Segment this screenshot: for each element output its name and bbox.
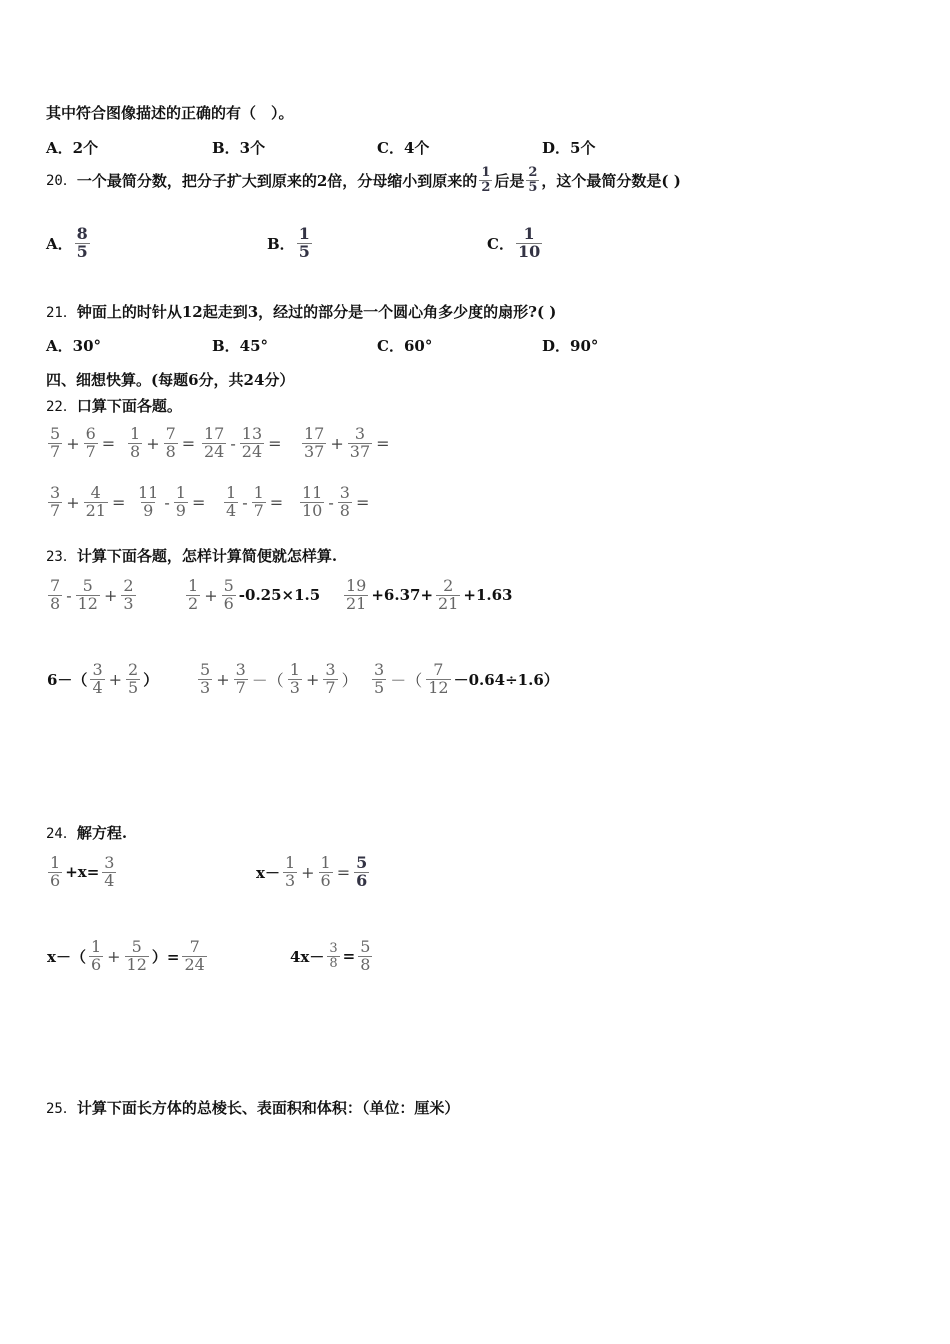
fraction: $\frac{6}{7}$ [85,424,96,461]
fraction: 11 10 [302,483,323,520]
fraction: $\frac{5}{12}$ [126,937,147,974]
fraction: 1 8 [130,424,141,461]
q24-equation-4: 4x－ $\frac{3}{8}$ = $\frac{5}{8}$ [290,937,371,974]
fraction: 1 4 [226,483,237,520]
fraction: 3 7 [50,483,61,520]
fraction: $\frac{7}{8}$ [165,424,176,461]
q21-stem: 21．钟面上的时针从12起走到3，经过的部分是一个圆心角多少度的扇形?( ) [46,303,557,321]
fraction: $\frac{2}{5}$ [128,660,139,697]
oral-problem: 1 8 + $\frac{7}{8}$ = [130,424,196,461]
q21-option-d: D．90° [542,337,599,355]
fraction: 2 5 [528,165,538,195]
fraction: $\frac{3}{37}$ [349,424,371,461]
fraction: $\frac{1}{7}$ [253,483,264,520]
q20-text-b: 后是 [494,171,525,190]
q21-option-a: A．30° [46,337,102,355]
fraction: $\frac{3}{7}$ [235,660,246,697]
question-intro: 其中符合图像描述的正确的有（ ）。 [46,104,294,122]
fraction: 11 9 [138,483,159,520]
fraction: 5 3 [200,660,211,697]
fraction: 5 12 [77,576,98,613]
q20-option-b: B． 1 5 [267,224,310,261]
q24-equation-1: 1 6 +x= $\frac{3}{4}$ [50,853,115,890]
question-number: 21． [46,305,77,321]
q23-expr-6: 3 5 －（ 7 12 －0.64÷1.6） [374,660,559,697]
fraction: 1 6 [90,937,102,974]
q24-stem: 24．解方程. [46,824,128,842]
question-number: 23． [46,549,77,565]
q19-option-c: C．4个 [377,139,430,157]
q21-option-b: B．45° [212,337,269,355]
q19-option-d: D．5个 [542,139,596,157]
q22-row2 [46,485,371,520]
q22-stem: 22．口算下面各题。 [46,397,182,415]
fraction: $\frac{2}{21}$ [438,576,459,613]
question-number: 20． [46,173,77,190]
question-number: 22． [46,399,77,415]
oral-problem: 1 4 - $\frac{1}{7}$ = [226,483,284,520]
fraction: $\frac{3}{8}$ [339,483,350,520]
fraction: 3 4 [92,660,103,697]
q25-stem: 25．计算下面长方体的总棱长、表面积和体积：（单位：厘米） [46,1099,460,1117]
fraction: $\frac{3}{4}$ [104,853,115,890]
fraction: 1 3 [289,660,300,697]
oral-problem: 11 10 - $\frac{3}{8}$ = [302,483,370,520]
fraction: $\frac{4}{21}$ [85,483,106,520]
fraction: $\frac{1}{6}$ [320,853,331,890]
q23-expr-5: 5 3 + $\frac{3}{7}$ －（ 1 3 + $\frac{3}{7}$ ） [200,660,358,697]
q19-option-a: A．2个 [46,139,99,157]
question-number: 25． [46,1101,77,1117]
q20-stem [46,166,681,194]
fraction: 3 5 [374,660,385,697]
q20-option-a: A． 8 5 [46,224,88,261]
q20-text-a: 一个最简分数，把分子扩大到原来的2倍，分母缩小到原来的 [76,171,478,190]
q24-equation-2: x－ 1 3 + $\frac{1}{6}$ = $\frac{5}{6}$ [256,853,368,890]
fraction: 1 10 [517,224,541,261]
fraction: 1 2 [188,576,199,613]
question-number: 24． [46,826,77,842]
q23-expr-1: 7 8 - 5 12 + $\frac{2}{3}$ [50,576,134,613]
q22-row1 [46,426,392,461]
oral-problem: 17 24 - $\frac{13}{24}$ = [204,424,282,461]
fraction: 1 6 [50,853,61,890]
oral-problem: 17 37 + $\frac{3}{37}$ = [304,424,390,461]
fraction: 1 3 [284,853,296,890]
oral-problem: 5 7 + $\frac{6}{7}$ = [50,424,116,461]
fraction: 17 37 [304,424,325,461]
oral-problem: 3 7 + $\frac{4}{21}$ = [50,483,126,520]
fraction: 1 5 [298,224,310,261]
q24-equation-3: x－（ 1 6 + $\frac{5}{12}$ ）= $\frac{7}{24}$ [47,937,205,974]
fraction: 17 24 [204,424,225,461]
q20-option-c: C． 1 10 [487,224,541,261]
section-heading: 四、细想快算。(每题6分，共24分） [46,371,295,389]
fraction: $\frac{5}{8}$ [360,937,371,974]
fraction: $\frac{3}{8}$ [329,941,338,971]
fraction: 7 8 [50,576,61,613]
oral-problem: 11 9 - $\frac{1}{9}$ = [138,483,206,520]
fraction: $\frac{5}{6}$ [223,576,234,613]
fraction: 19 21 [346,576,367,613]
fraction: 5 7 [50,424,61,461]
q23-expr-4: 6－（ 3 4 + $\frac{2}{5}$ ） [47,660,159,697]
q21-option-c: C．60° [377,337,433,355]
fraction: $\frac{13}{24}$ [241,424,263,461]
q23-expr-3: 19 21 +6.37+ $\frac{2}{21}$ +1.63 [346,576,513,613]
q19-option-b: B．3个 [212,139,266,157]
fraction: 7 12 [428,660,449,697]
fraction: $\frac{3}{7}$ [325,660,336,697]
fraction: $\frac{7}{24}$ [184,937,205,974]
fraction: $\frac{1}{9}$ [175,483,186,520]
q20-text-c: ，这个最简分数是( ) [541,171,681,190]
fraction: $\frac{5}{6}$ [356,853,368,890]
q23-stem: 23．计算下面各题，怎样计算简便就怎样算. [46,547,338,565]
fraction: $\frac{2}{3}$ [123,576,134,613]
q23-expr-2: 1 2 + $\frac{5}{6}$ -0.25×1.5 [188,576,321,613]
fraction: 1 2 [481,165,491,195]
fraction: 8 5 [76,224,88,261]
